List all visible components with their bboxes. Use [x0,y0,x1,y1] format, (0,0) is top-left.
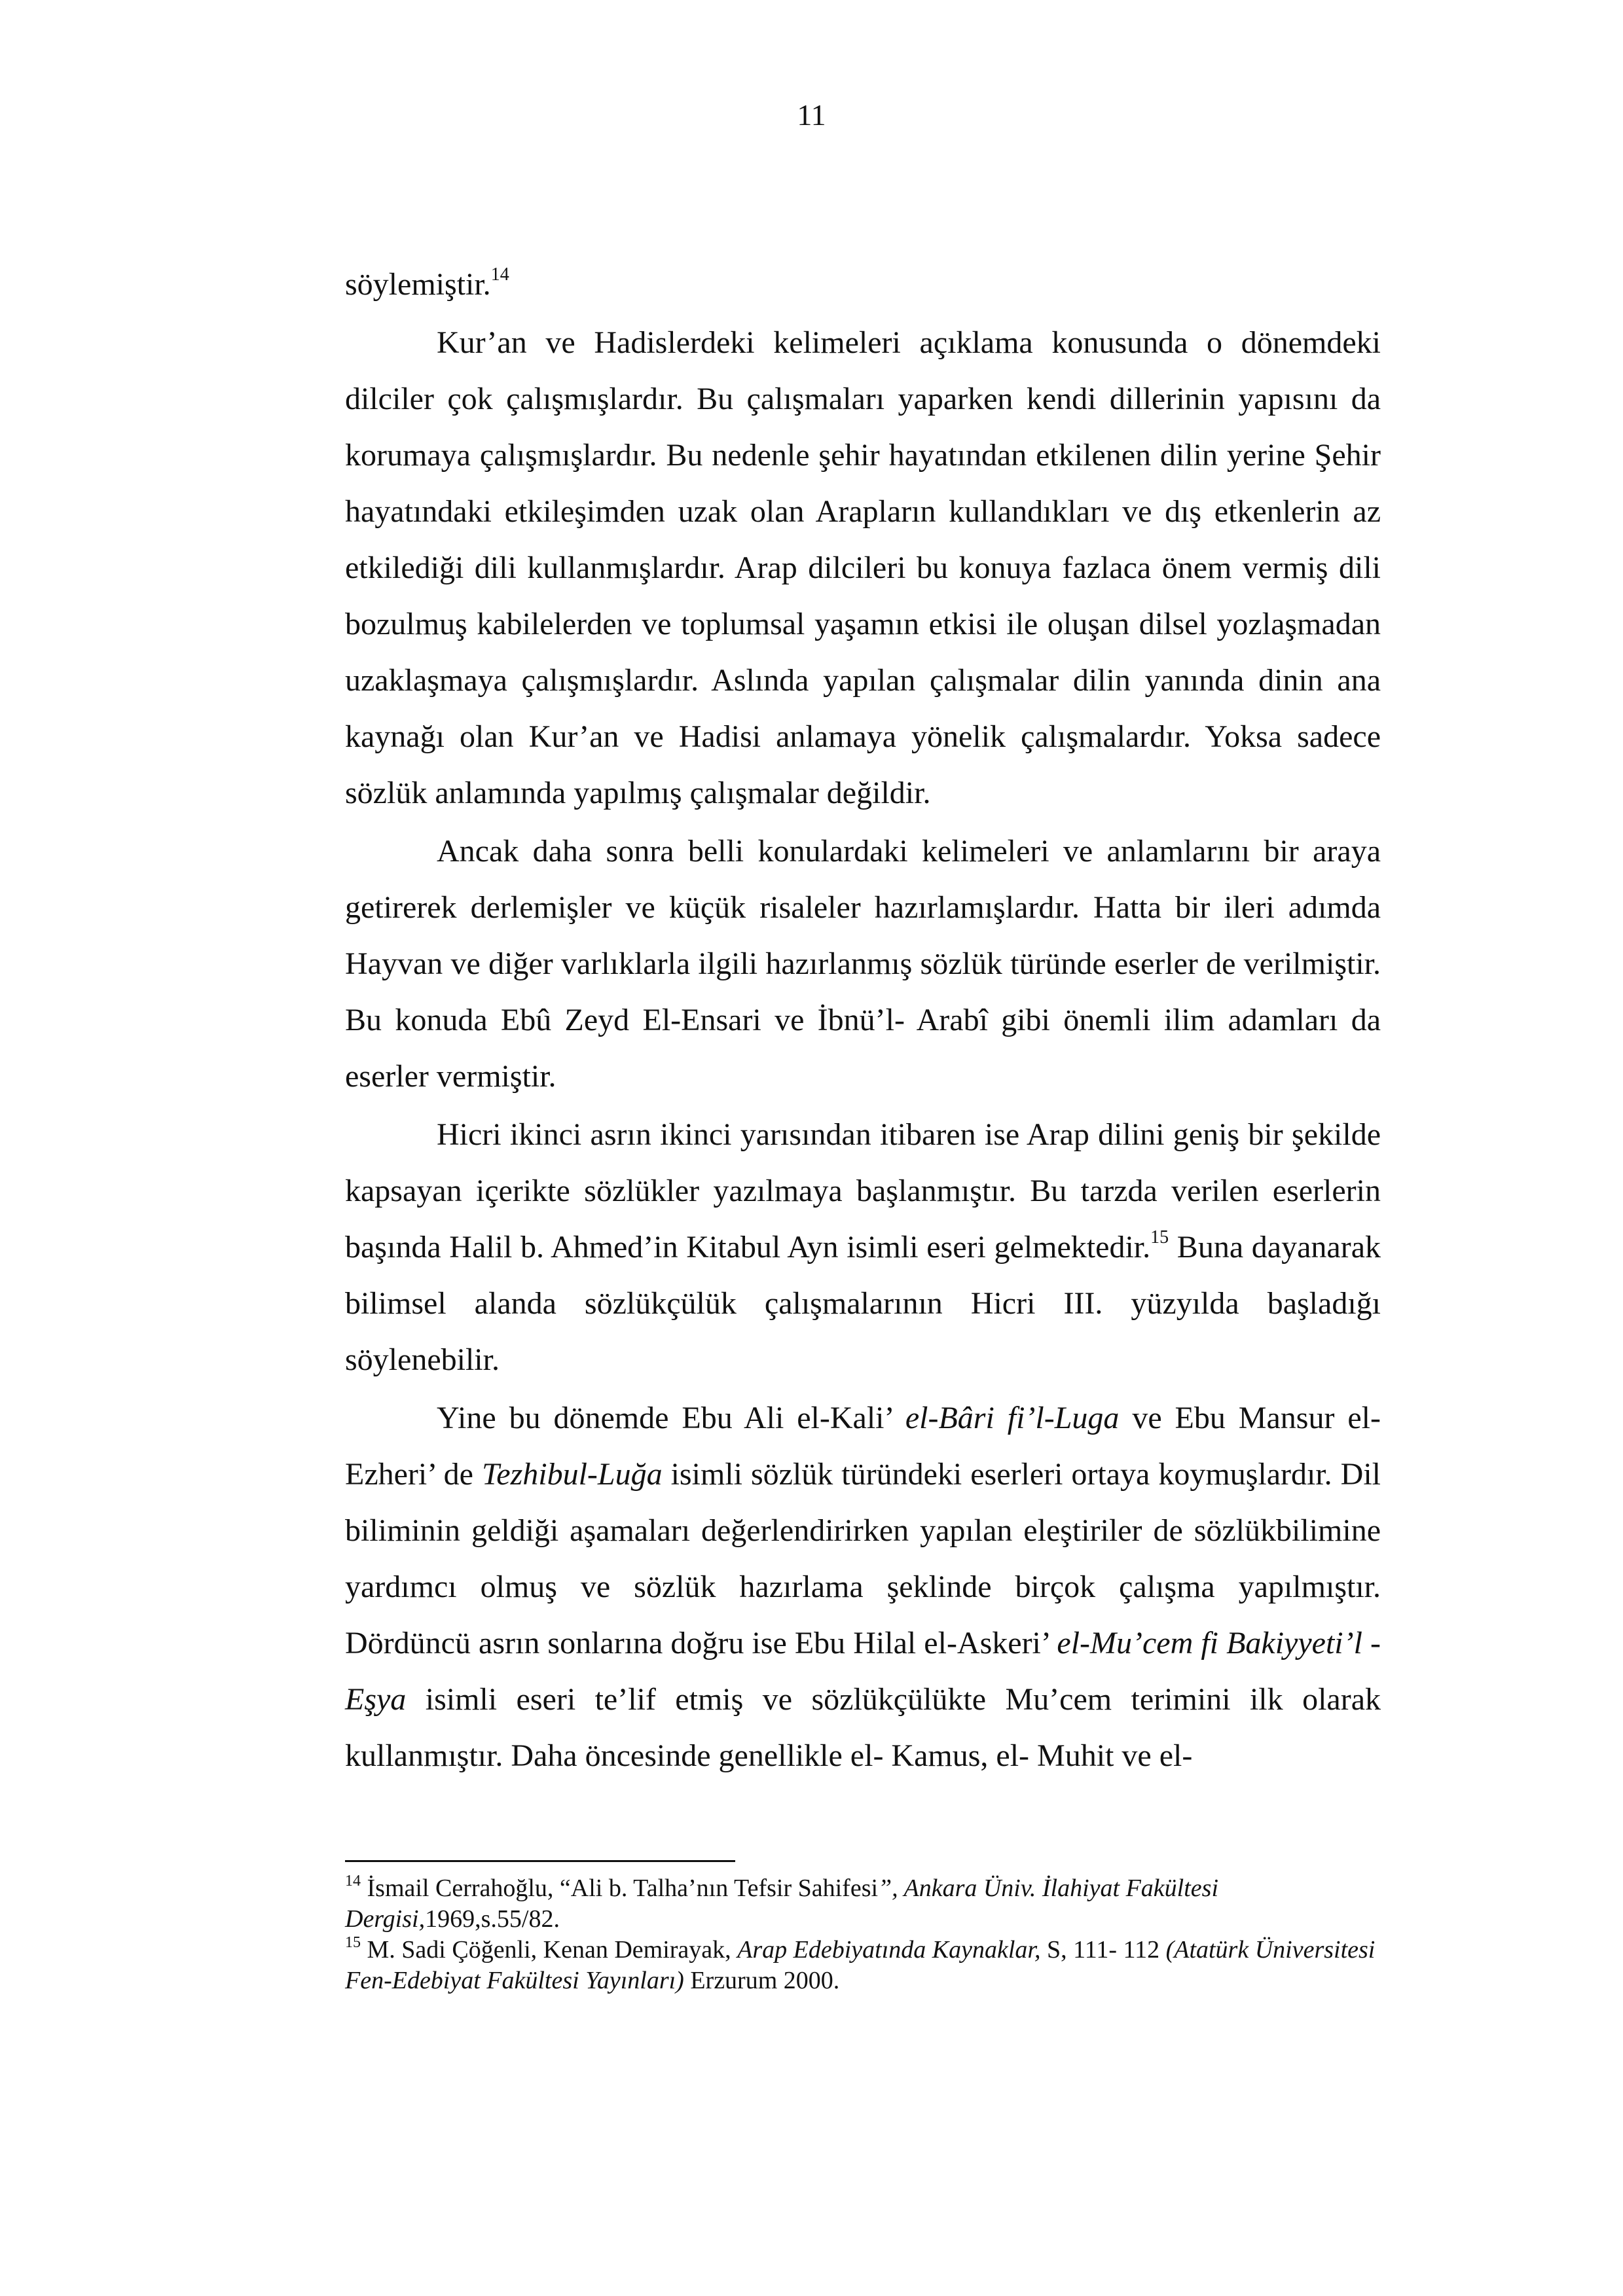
paragraph-0 [345,257,1381,313]
footnote-ref-15[interactable]: 15 [1150,1227,1169,1247]
footnote-15-text-a: M. Sadi Çöğenli, Kenan Demirayak, [361,1936,738,1964]
paragraph-4-text-c: isimli sözlük türündeki eserleri ortaya koymuşlardır. Dil biliminin geldiği aşamaları değerlendirirken yapılan eleştiriler de sözlükbilimine yardımcı olmuş ve sözlük hazırlama şeklinde birçok çalışma yapılmıştır. Dördüncü asrın sonlarına doğru ise Ebu Hilal el-Askeri’ [345,1457,1381,1660]
footnote-15 [345,1935,1381,1996]
paragraph-0-text: söylemiştir. [345,267,491,302]
paragraph-2: Ancak daha sonra belli konulardaki kelimeleri ve anlamlarını bir araya getirerek derlemişler ve küçük risaleler hazırlamışlardır. Hatta bir ileri adımda Hayvan ve diğer varlıklarla ilgili hazırlanmış sözlük türünde eserler de verilmiştir. Bu konuda Ebû Zeyd El-Ensari ve İbnü’l- Arabî gibi önemli ilim adamları da eserler vermiştir. [345,834,1381,1094]
footnote-14-text-b: 1969,s.55/82. [425,1905,560,1933]
paragraph-4 [345,1390,1381,1784]
footnotes [345,1873,1381,1996]
paragraph-3 [345,1107,1381,1388]
footnote-15-number: 15 [345,1934,361,1951]
body-text [345,257,1381,1786]
book-title-el-mucem: el-Mu’cem fi Bakiyyeti’l -Eşya [345,1626,1381,1717]
book-title-tezhibul-luga: Tezhibul-Luğa [481,1457,663,1492]
paragraph-4-text-a: Yine bu dönemde Ebu Ali el-Kali’ [437,1401,905,1435]
footnote-14-journal: ”, Ankara Üniv. İlahiyat Fakültesi Dergisi, [345,1874,1219,1933]
footnote-15-book-title: Arap Edebiyatında Kaynaklar, [737,1936,1041,1964]
paragraph-3-text-b: Buna dayanarak bilimsel alanda sözlükçülük çalışmalarının Hicri III. yüzyılda başladığı söylenebilir. [345,1230,1381,1377]
footnote-divider [345,1860,735,1862]
paragraph-4-text-b: ve Ebu Mansur el-Ezheri’ de [345,1401,1381,1492]
footnote-15-text-b: S, 111- 112 [1040,1936,1166,1964]
footnote-14 [345,1873,1381,1935]
footnote-14-number: 14 [345,1873,361,1890]
footnote-ref-14[interactable]: 14 [490,264,509,285]
footnote-15-publisher: (Atatürk Üniversitesi Fen-Edebiyat Fakültesi Yayınları) [345,1936,1376,1994]
paragraph-1: Kur’an ve Hadislerdeki kelimeleri açıklama konusunda o dönemdeki dilciler çok çalışmışlardır. Bu çalışmaları yaparken kendi dillerinin yapısını da korumaya çalışmışlardır. Bu nedenle şehir hayatından etkilenen dilin yerine Şehir hayatındaki etkileşimden uzak olan Arapların kullandıkları ve dış etkenlerin az etkilediği dili kullanmışlardır. Arap dilcileri bu konuya fazlaca önem vermiş dili bozulmuş kabilelerden ve toplumsal yaşamın etkisi ile oluşan dilsel yozlaşmadan uzaklaşmaya çalışmışlardır. Aslında yapılan çalışmalar dilin yanında dinin ana kaynağı olan Kur’an ve Hadisi anlamaya yönelik çalışmalardır. Yoksa sadece sözlük anlamında yapılmış çalışmalar değildir. [345,325,1381,810]
book-title-el-bari: el-Bâri fi’l-Luga [905,1401,1120,1435]
paragraph-4-text-d: isimli eseri te’lif etmiş ve sözlükçülükte Mu’cem terimini ilk olarak kullanmıştır. Daha öncesinde genellikle el- Kamus, el- Muhit ve el- [345,1682,1381,1773]
footnote-15-text-c: Erzurum 2000. [684,1967,840,1994]
page-number: 11 [797,98,826,132]
footnote-14-text-a: İsmail Cerrahoğlu, “Ali b. Talha’nın Tefsir Sahifesi [361,1874,879,1902]
paragraph-3-text-a: Hicri ikinci asrın ikinci yarısından itibaren ise Arap dilini geniş bir şekilde kapsayan içerikte sözlükler yazılmaya başlanmıştır. Bu tarzda verilen eserlerin başında Halil b. Ahmed’in Kitabul Ayn isimli eseri gelmektedir. [345,1117,1381,1265]
